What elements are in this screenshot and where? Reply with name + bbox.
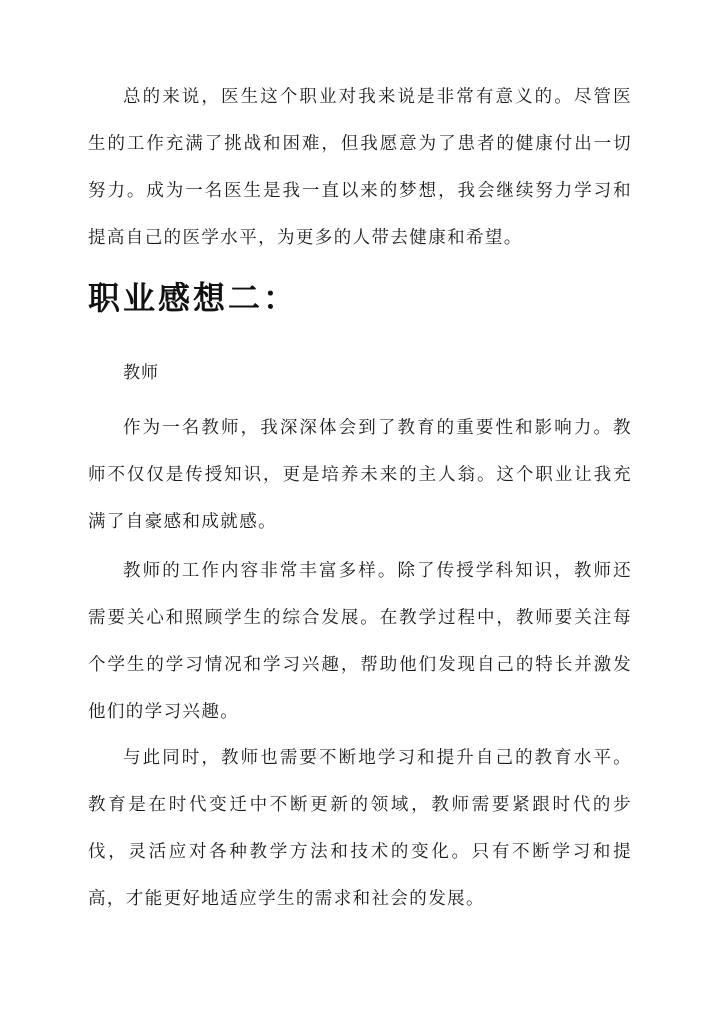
body-paragraph: 作为一名教师，我深深体会到了教育的重要性和影响力。教师不仅仅是传授知识，更是培养未来的主人翁。这个职业让我充满了自豪感和成就感。 [88, 418, 632, 532]
intro-paragraph: 总的来说，医生这个职业对我来说是非常有意义的。尽管医生的工作充满了挑战和困难，但我愿意为了患者的健康付出一切努力。成为一名医生是我一直以来的梦想，我会继续努力学习和提高自己的医学水平，为更多的人带去健康和希望。 [88, 87, 632, 248]
section-subtitle: 教师 [123, 363, 159, 383]
body-paragraph: 教师的工作内容非常丰富多样。除了传授学科知识，教师还需要关心和照顾学生的综合发展。在教学过程中，教师要关注每个学生的学习情况和学习兴趣，帮助他们发现自己的特长并激发他们的学习兴趣。 [88, 561, 632, 722]
section-heading: 职业感想二： [88, 279, 299, 317]
body-paragraph: 与此同时，教师也需要不断地学习和提升自己的教育水平。教育是在时代变迁中不断更新的领域，教师需要紧跟时代的步伐，灵活应对各种教学方法和技术的变化。只有不断学习和提高，才能更好地适应学生的需求和社会的发展。 [88, 748, 632, 909]
